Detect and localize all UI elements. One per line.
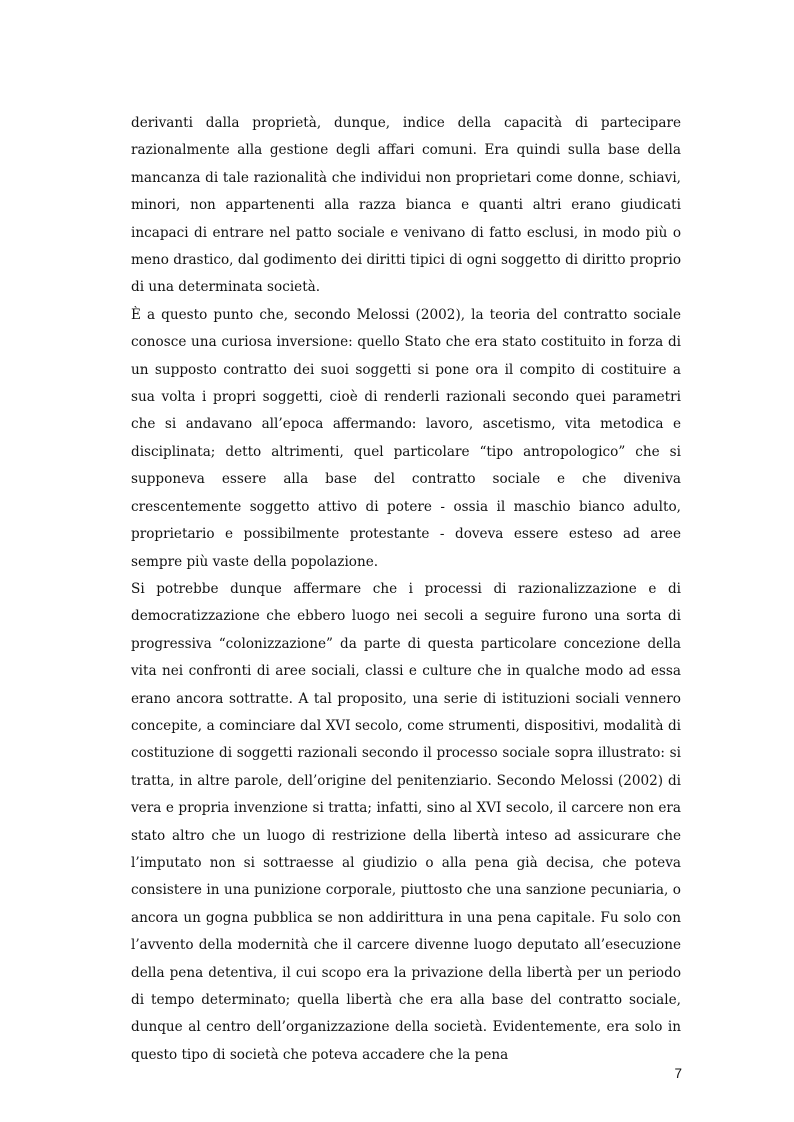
body-text [131, 110, 681, 1069]
paragraph-1: derivanti dalla proprietà, dunque, indice della capacità di partecipare razionalmente alla gestione degli affari comuni. Era quindi sulla base della mancanza di tale razionalità che individui non proprietari come donne, schiavi, minori, non appartenenti alla razza bianca e quanti altri erano giudicati incapaci di entrare nel patto sociale e venivano di fatto esclusi, in modo più o meno drastico, dal godimento dei diritti tipici di ogni soggetto di diritto proprio di una determinata società. [131, 115, 681, 296]
paragraph-3: Si potrebbe dunque affermare che i processi di razionalizzazione e di democratizzazione che ebbero luogo nei secoli a seguire furono una sorta di progressiva “colonizzazione” da parte di questa particolare concezione della vita nei confronti di aree sociali, classi e culture che in qualche modo ad essa erano ancora sottratte. A tal proposito, una serie di istituzioni sociali vennero concepite, a cominciare dal XVI secolo, come strumenti, dispositivi, modalità di costituzione di soggetti razionali secondo il processo sociale sopra illustrato: si tratta, in altre parole, dell’origine del penitenziario. Secondo Melossi (2002) di vera e propria invenzione si tratta; infatti, sino al XVI secolo, il carcere non era stato altro che un luogo di restrizione della libertà inteso ad assicurare che l’imputato non si sottraesse al giudizio o alla pena già decisa, che poteva consistere in una punizione corporale, piuttosto che una sanzione pecuniaria, o ancora un gogna pubblica se non addirittura in una pena capitale. Fu solo con l’avvento della modernità che il carcere divenne luogo deputato all’esecuzione della pena detentiva, il cui scopo era la privazione della libertà per un periodo di tempo determinato; quella libertà che era alla base del contratto sociale, dunque al centro dell’organizzazione della società. Evidentemente, era solo in questo tipo di società che poteva accadere che la pena [131, 580, 681, 1063]
paragraph-2: È a questo punto che, secondo Melossi (2002), la teoria del contratto sociale conosce una curiosa inversione: quello Stato che era stato costituito in forza di un supposto contratto dei suoi soggetti si pone ora il compito di costituire a sua volta i propri soggetti, cioè di renderli razionali secondo quei parametri che si andavano all’epoca affermando: lavoro, ascetismo, vita metodica e disciplinata; detto altrimenti, quel particolare “tipo antropologico” che si supponeva essere alla base del contratto sociale e che diveniva crescentemente soggetto attivo di potere - ossia il maschio bianco adulto, proprietario e possibilmente protestante - doveva essere esteso ad aree sempre più vaste della popolazione. [131, 306, 681, 570]
page-number: 7 [674, 1066, 682, 1081]
